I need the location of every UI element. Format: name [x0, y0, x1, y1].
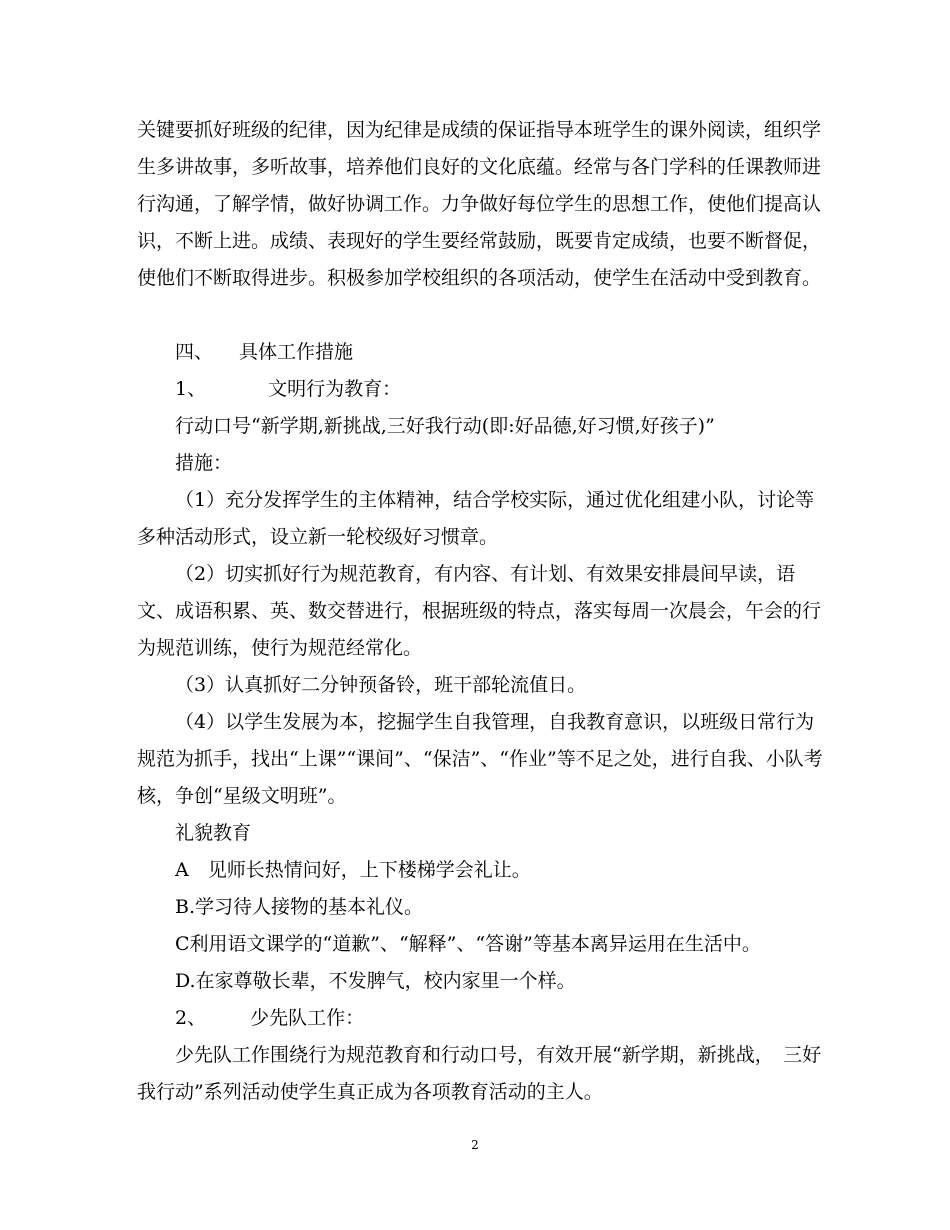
- item2-line: 我行动”系列活动使学生真正成为各项教育活动的主人。: [137, 1081, 603, 1103]
- intro-line: 使他们不断取得进步。积极参加学校组织的各项活动，使学生在活动中受到教育。: [137, 267, 822, 289]
- item1-number: 1、: [175, 378, 207, 400]
- item2-title: 少先队工作：: [250, 1007, 365, 1029]
- item2-number: 2、: [175, 1007, 207, 1029]
- measure-4-line: （4）以学生发展为本，挖掘学生自我管理，自我教育意识，以班级日常行为: [175, 711, 815, 733]
- courtesy-title: 礼貌教育: [175, 822, 252, 844]
- item2-line: 少先队工作围绕行为规范教育和行动口号，有效开展“新学期，新挑战， 三好: [175, 1044, 822, 1066]
- measure-2-line: 文、成语积累、英、数交替进行，根据班级的特点，落实每周一次晨会，午会的行: [137, 600, 822, 622]
- measure-4-line: 核，争创“星级文明班”。: [137, 785, 347, 807]
- measure-2-line: （2）切实抓好行为规范教育，有内容、有计划、有效果安排晨间早读，语: [175, 563, 796, 585]
- section-heading: [175, 340, 353, 364]
- intro-line: 关键要抓好班级的纪律，因为纪律是成绩的保证指导本班学生的课外阅读，组织学: [137, 119, 822, 141]
- section-title: 具体工作措施: [239, 341, 354, 363]
- measures-label: 措施：: [175, 452, 233, 474]
- section-number: 四、: [175, 341, 214, 363]
- measure-1-line: （1）充分发挥学生的主体精神，结合学校实际，通过优化组建小队，讨论等: [175, 489, 815, 511]
- measure-3: （3）认真抓好二分钟预备铃，班干部轮流值日。: [175, 674, 587, 696]
- courtesy-item-d: D.在家尊敬长辈，不发脾气，校内家里一个样。: [175, 970, 576, 992]
- intro-line: 生多讲故事，多听故事，培养他们良好的文化底蕴。经常与各门学科的任课教师进: [137, 156, 822, 178]
- intro-line: 识，不断上进。成绩、表现好的学生要经常鼓励，既要肯定成绩，也要不断督促，: [137, 230, 822, 252]
- intro-line: 行沟通，了解学情，做好协调工作。力争做好每位学生的思想工作，使他们提高认: [137, 193, 822, 215]
- courtesy-item-c: C利用语文课学的“道歉”、“解释”、“答谢”等基本离异运用在生活中。: [175, 933, 761, 955]
- courtesy-item-b: B.学习待人接物的基本礼仪。: [175, 896, 424, 918]
- measure-2-line: 为规范训练，使行为规范经常化。: [137, 637, 423, 659]
- item1-title: 文明行为教育：: [268, 378, 402, 400]
- courtesy-item-a: A 见师长热情问好，上下楼梯学会礼让。: [175, 859, 531, 881]
- item2-heading: [175, 1006, 364, 1030]
- item1-heading: [175, 377, 401, 401]
- page-number: 2: [471, 1138, 479, 1152]
- measure-4-line: 规范为抓手，找出“上课”“课间”、“保洁”、“作业”等不足之处，进行自我、小队考: [137, 748, 823, 770]
- measure-1-line: 多种活动形式，设立新一轮校级好习惯章。: [137, 526, 499, 548]
- slogan: 行动口号“新学期,新挑战,三好我行动(即:好品德,好习惯,好孩子)”: [175, 415, 715, 437]
